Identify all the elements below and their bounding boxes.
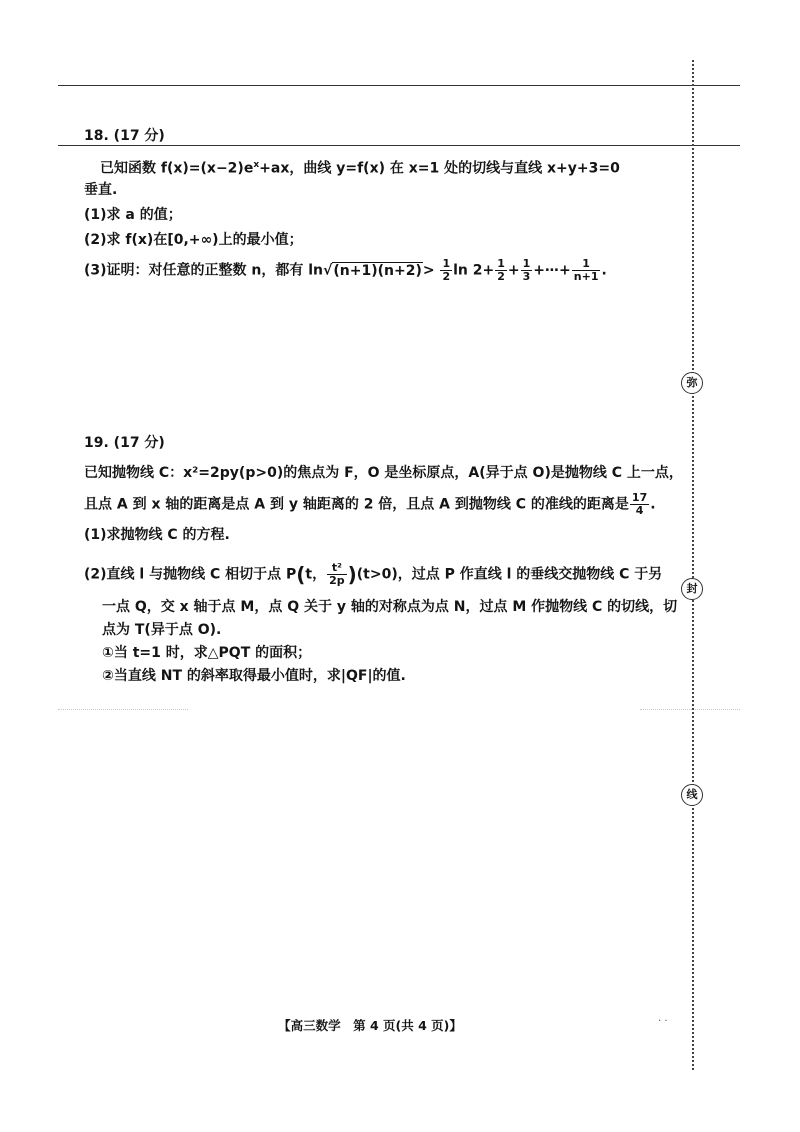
question-19-stem-line-2 <box>84 492 656 517</box>
faint-divider-left <box>58 709 188 710</box>
question-18-part-2: (2)求 f(x)在[0,+∞)上的最小值； <box>84 232 303 248</box>
q19-stem-line2-text: 且点 A 到 x 轴的距离是点 A 到 y 轴距离的 2 倍，且点 A 到抛物线 C 的准线的距离是 <box>84 496 629 513</box>
question-18-heading: 18. (17 分) <box>84 128 165 144</box>
q19-period: . <box>650 496 656 513</box>
q19-paren-close: ) <box>347 562 357 587</box>
question-19-part-1: (1)求抛物线 C 的方程. <box>84 527 230 543</box>
question-19-sub-2: ②当直线 NT 的斜率取得最小值时，求|QF|的值. <box>102 668 406 684</box>
q19-paren-open: ( <box>296 562 306 587</box>
q18-exponent: x <box>253 160 260 170</box>
fraction-denominator: 2 <box>497 270 505 283</box>
fraction-numerator: 1 <box>442 257 451 270</box>
top-rule <box>58 85 740 86</box>
fraction-denominator: n+1 <box>573 270 599 283</box>
fraction-t-squared-over-2p <box>327 562 347 587</box>
question-19-stem-line-1: 已知抛物线 C：x²=2py(p>0)的焦点为 F，O 是坐标原点，A(异于点 O)是抛物线 C 上一点， <box>84 465 683 481</box>
fraction-denominator: 2 <box>442 270 451 283</box>
q19-point-t: t， <box>305 566 327 583</box>
seal-char-mi: 弥 <box>681 372 703 394</box>
question-19-part-2-line-1 <box>84 562 662 587</box>
question-18-stem-line-2: 垂直. <box>84 182 118 198</box>
faint-divider-right <box>640 709 740 710</box>
fraction-denominator: 4 <box>635 504 644 517</box>
q18-stem-intro: 已知函数 <box>100 160 161 177</box>
question-18-rule <box>58 145 740 146</box>
fraction-numerator: t² <box>327 562 347 575</box>
fraction-half <box>495 258 507 283</box>
q18-part3-prefix: (3)证明：对任意的正整数 n，都有 ln <box>84 262 324 279</box>
question-19-part-2-line-2: 一点 Q，交 x 轴于点 M，点 Q 关于 y 轴的对称点为点 N，过点 M 作抛物线 C 的切线，切 <box>102 599 678 615</box>
fraction-numerator: 17 <box>631 491 648 504</box>
q18-plus: + <box>507 262 520 279</box>
fraction-17-over-4 <box>630 492 649 517</box>
fraction-numerator: 1 <box>522 257 531 270</box>
page-footer: 【高三数学 第 4 页(共 4 页)】 <box>278 1018 462 1033</box>
question-19-sub-1: ①当 t=1 时，求△PQT 的面积； <box>102 645 312 661</box>
sqrt-sign: √ <box>323 262 333 279</box>
question-19-heading: 19. (17 分) <box>84 435 165 451</box>
question-18-part-1: (1)求 a 的值； <box>84 207 182 223</box>
fraction-third <box>521 258 533 283</box>
question-19-part-2-line-3: 点为 T(异于点 O). <box>102 622 222 638</box>
q18-ellipsis: +⋯+ <box>533 262 571 279</box>
q18-stem-rest: +ax，曲线 y=f(x) 在 x=1 处的切线与直线 x+y+3=0 <box>259 160 620 177</box>
fraction-one-half <box>440 258 452 283</box>
q18-sqrt-expression: (n+1)(n+2) <box>333 262 422 279</box>
fraction-denominator: 2p <box>329 574 345 587</box>
q18-period: . <box>601 262 607 279</box>
fraction-denominator: 3 <box>522 270 531 283</box>
fraction-numerator: 1 <box>572 258 601 271</box>
footer-dots: · · <box>658 1016 668 1027</box>
fraction-one-over-n-plus-1 <box>572 258 601 283</box>
question-18-stem-line-1 <box>100 155 620 179</box>
q19-part2-intro: (2)直线 l 与抛物线 C 相切于点 P <box>84 566 297 583</box>
seal-char-feng: 封 <box>681 578 703 600</box>
fraction-numerator: 1 <box>497 257 505 270</box>
q18-greater-than: > <box>422 262 435 279</box>
question-18-part-3 <box>84 258 607 283</box>
q18-ln2: ln 2+ <box>453 262 495 279</box>
q18-function: f(x)=(x−2)e <box>160 160 254 177</box>
binding-dotted-line <box>692 60 694 1070</box>
seal-char-xian: 线 <box>681 784 703 806</box>
q19-part2-rest: (t>0)，过点 P 作直线 l 的垂线交抛物线 C 于另 <box>356 566 663 583</box>
